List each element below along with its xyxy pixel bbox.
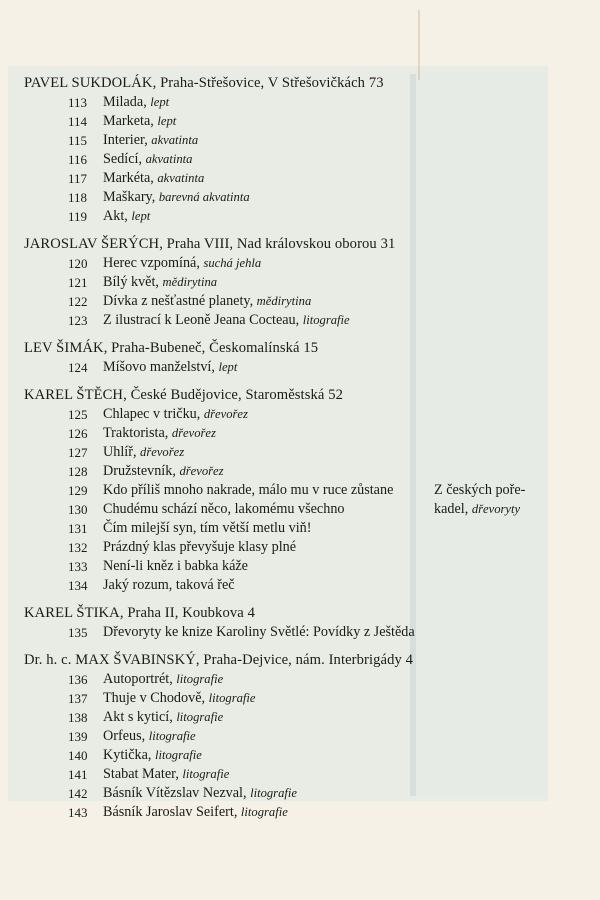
catalog-entry	[24, 311, 584, 330]
entry-number: 141	[68, 767, 88, 782]
series-note-line2	[434, 500, 520, 519]
catalog-entry	[24, 254, 584, 273]
entry-title-line	[103, 358, 237, 377]
entry-title-line	[103, 424, 216, 443]
entry-number: 123	[68, 313, 88, 328]
entry-number: 117	[68, 171, 88, 186]
separator: ,	[233, 804, 241, 820]
catalog-entry	[24, 150, 584, 169]
series-note-technique: dřevoryty	[471, 502, 521, 516]
entry-number: 116	[68, 152, 88, 167]
entry-title-line	[103, 689, 256, 708]
entry-number: 134	[68, 578, 88, 593]
entry-technique: litografie	[176, 710, 224, 724]
separator: ,	[201, 690, 209, 706]
separator: ,	[147, 747, 156, 763]
entry-title: Akt	[103, 208, 125, 224]
entry-number: 124	[68, 360, 88, 375]
entry-title: Kdo příliš mnoho nakrade, málo mu v ruce zůstane	[103, 482, 394, 498]
entry-title-line	[103, 746, 202, 765]
separator: ,	[295, 312, 303, 328]
entry-technique: dřevořez	[171, 426, 216, 440]
catalog-entry	[24, 727, 584, 746]
entry-title-line	[103, 131, 198, 150]
catalog-entry	[24, 670, 584, 689]
entry-title-line	[103, 557, 248, 576]
separator: ,	[150, 113, 158, 129]
catalog-entry	[24, 169, 584, 188]
artist-heading	[24, 74, 584, 93]
catalog-entry	[24, 188, 584, 207]
entry-title-line	[103, 623, 415, 642]
catalog-entry	[24, 803, 584, 822]
separator: ,	[151, 189, 159, 205]
entry-title: Thuje v Chodově	[103, 690, 202, 706]
catalog-entry	[24, 519, 584, 538]
entry-number: 142	[68, 786, 88, 801]
entry-title: Chudému schází něco, lakomému všechno	[103, 501, 345, 517]
entry-title: Akt s kyticí	[103, 709, 170, 725]
entry-title: Básník Jaroslav Seifert	[103, 804, 234, 820]
series-note-line1: Z českých poře-	[434, 482, 526, 498]
entry-title: Chlapec v tričku	[103, 406, 197, 422]
catalog-entry	[24, 93, 584, 112]
entry-technique: akvatinta	[151, 133, 199, 147]
separator: ,	[175, 766, 183, 782]
catalog-page	[24, 74, 584, 831]
entry-number: 127	[68, 445, 88, 460]
artist-section	[24, 651, 584, 822]
separator: ,	[196, 406, 204, 422]
entry-title-line	[103, 576, 235, 595]
entry-title-line	[103, 462, 224, 481]
artist-heading	[24, 651, 584, 670]
entry-technique: litografie	[240, 805, 288, 819]
entry-number: 125	[68, 407, 88, 422]
artist-address: , Praha II, Koubkova 4	[119, 605, 255, 621]
catalog-entry	[24, 689, 584, 708]
catalog-entry	[24, 500, 584, 519]
catalog-entry	[24, 538, 584, 557]
artist-address: , Praha-Střešovice, V Střešovičkách 73	[152, 75, 384, 91]
artist-address: , Praha-Bubeneč, Českomalínská 15	[103, 340, 319, 356]
entry-title: Prázdný klas převyšuje klasy plné	[103, 539, 297, 555]
catalog-entry	[24, 273, 584, 292]
artist-heading	[24, 386, 584, 405]
catalog-entry	[24, 576, 584, 595]
entry-title-line	[103, 112, 176, 131]
entry-title: Čím milejší syn, tím větší metlu viň!	[103, 520, 312, 536]
entry-title: Míšovo manželství	[103, 359, 212, 375]
catalog-entry	[24, 405, 584, 424]
entry-technique: litografie	[148, 729, 196, 743]
entry-title-line	[103, 784, 297, 803]
entry-number: 120	[68, 256, 88, 271]
artist-section	[24, 339, 584, 377]
entry-technique: lept	[157, 114, 177, 128]
catalog-entry	[24, 784, 584, 803]
entry-title: Markéta	[103, 170, 151, 186]
entry-title-line	[103, 169, 204, 188]
entry-title: Není-li kněz i babka káže	[103, 558, 248, 574]
entry-number: 114	[68, 114, 88, 129]
entry-number: 137	[68, 691, 88, 706]
entry-number: 140	[68, 748, 88, 763]
artist-name: Dr. h. c. MAX ŠVABINSKÝ	[24, 652, 196, 668]
entry-title-line	[103, 150, 192, 169]
catalog-entry	[24, 131, 584, 150]
entry-title-line	[103, 727, 196, 746]
entry-title-line	[103, 405, 248, 424]
entry-title-line	[103, 188, 250, 207]
entry-title-line	[103, 443, 184, 462]
separator: ,	[150, 170, 158, 186]
entry-technique: lept	[131, 209, 151, 223]
entry-technique: dřevořez	[179, 464, 224, 478]
separator: ,	[172, 463, 180, 479]
catalog-entry	[24, 623, 584, 642]
entry-technique: mědirytina	[256, 294, 312, 308]
entry-number: 136	[68, 672, 88, 687]
entry-title: Z ilustrací k Leoně Jeana Cocteau	[103, 312, 296, 328]
artist-address: , České Budějovice, Staroměstská 52	[123, 387, 344, 403]
entry-title-line	[103, 765, 229, 784]
catalog-entry	[24, 765, 584, 784]
entry-technique: akvatinta	[157, 171, 205, 185]
entry-title: Herec vzpomíná	[103, 255, 197, 271]
separator: ,	[138, 151, 146, 167]
entry-technique: litografie	[208, 691, 256, 705]
entry-number: 133	[68, 559, 88, 574]
entry-technique: suchá jehla	[203, 256, 262, 270]
entry-title-line	[103, 708, 223, 727]
entry-title: Traktorista	[103, 425, 165, 441]
artist-name: PAVEL SUKDOLÁK	[24, 75, 153, 91]
catalog-entry	[24, 557, 584, 576]
catalog-entry	[24, 207, 584, 226]
entry-title: Maškary	[103, 189, 152, 205]
separator: ,	[169, 709, 177, 725]
artist-address: , Praha VIII, Nad královskou oborou 31	[159, 236, 396, 252]
entry-title: Stabat Mater	[103, 766, 176, 782]
artist-name: KAREL ŠTĚCH	[24, 387, 124, 403]
separator: ,	[124, 208, 132, 224]
entry-title-line	[103, 803, 288, 822]
artist-section	[24, 235, 584, 330]
entry-title-line	[103, 254, 261, 273]
artist-heading	[24, 235, 584, 254]
separator: ,	[144, 132, 152, 148]
artist-address: , Praha-Dejvice, nám. Interbrigády 4	[195, 652, 414, 668]
entry-title: Jaký rozum, taková řeč	[103, 577, 235, 593]
separator: ,	[243, 785, 251, 801]
entry-number: 121	[68, 275, 88, 290]
catalog-entry	[24, 443, 584, 462]
entry-title-line	[103, 670, 223, 689]
entry-technique: dřevořez	[203, 407, 248, 421]
entry-title: Básník Vítězslav Nezval	[103, 785, 243, 801]
separator: ,	[155, 274, 163, 290]
separator: ,	[249, 293, 257, 309]
entry-title-line	[103, 207, 150, 226]
entry-number: 118	[68, 190, 88, 205]
entry-number: 113	[68, 95, 88, 110]
artist-section	[24, 74, 584, 226]
catalog-entry	[24, 358, 584, 377]
artist-name: LEV ŠIMÁK	[24, 340, 104, 356]
entry-technique: litografie	[250, 786, 297, 800]
separator: ,	[141, 728, 149, 744]
entry-title: Uhlíř	[103, 444, 133, 460]
separator: ,	[164, 425, 172, 441]
catalog-entry	[24, 708, 584, 727]
paper-crease	[418, 10, 420, 80]
entry-technique: mědirytina	[162, 275, 218, 289]
entry-title-line	[103, 538, 296, 557]
separator: ,	[143, 94, 151, 110]
catalog-entry	[24, 112, 584, 131]
artist-heading	[24, 604, 584, 623]
entry-title: Interier	[103, 132, 145, 148]
entry-title: Družstevník	[103, 463, 173, 479]
entry-number: 130	[68, 502, 88, 517]
entry-number: 128	[68, 464, 88, 479]
entry-title: Dívka z nešťastné planety	[103, 293, 250, 309]
catalog-entry	[24, 462, 584, 481]
entry-title-line	[103, 500, 345, 519]
entry-title-line	[103, 481, 393, 500]
entry-number: 131	[68, 521, 88, 536]
entry-technique: akvatinta	[145, 152, 193, 166]
catalog-entry	[24, 481, 584, 500]
entry-technique: barevná akvatinta	[158, 190, 250, 204]
entry-technique: dřevořez	[140, 445, 185, 459]
series-note-text: kadel,	[434, 501, 472, 517]
entry-number: 138	[68, 710, 88, 725]
entry-number: 132	[68, 540, 88, 555]
entry-title-line	[103, 519, 311, 538]
entry-technique: lept	[150, 95, 170, 109]
entry-title: Bílý květ	[103, 274, 156, 290]
entry-number: 129	[68, 483, 88, 498]
separator: ,	[132, 444, 141, 460]
entry-number: 122	[68, 294, 88, 309]
entry-title: Sedící	[103, 151, 139, 167]
entry-technique: lept	[218, 360, 238, 374]
artist-section	[24, 604, 584, 642]
separator: ,	[169, 671, 177, 687]
artist-name: JAROSLAV ŠERÝCH	[24, 236, 160, 252]
separator: ,	[211, 359, 219, 375]
artist-heading	[24, 339, 584, 358]
catalog-entry	[24, 424, 584, 443]
entry-number: 139	[68, 729, 88, 744]
entry-title: Orfeus	[103, 728, 142, 744]
entry-title: Kytička	[103, 747, 148, 763]
entry-number: 143	[68, 805, 88, 820]
entry-technique: litografie	[182, 767, 230, 781]
entry-title-line	[103, 93, 169, 112]
entry-number: 126	[68, 426, 88, 441]
entry-title-line	[103, 292, 311, 311]
entry-number: 135	[68, 625, 88, 640]
entry-title: Marketa	[103, 113, 151, 129]
entry-title-line	[103, 273, 217, 292]
separator: ,	[196, 255, 204, 271]
entry-title: Autoportrét	[103, 671, 170, 687]
entry-technique: litografie	[176, 672, 224, 686]
artist-name: KAREL ŠTIKA	[24, 605, 120, 621]
entry-technique: litografie	[155, 748, 202, 762]
entry-number: 115	[68, 133, 88, 148]
catalog-entry	[24, 746, 584, 765]
artist-section	[24, 386, 584, 595]
entry-title: Dřevoryty ke knize Karoliny Světlé: Povídky z Ještěda	[103, 624, 415, 640]
entry-technique: litografie	[302, 313, 350, 327]
entry-number: 119	[68, 209, 88, 224]
entry-title: Milada	[103, 94, 144, 110]
catalog-entry	[24, 292, 584, 311]
entry-title-line	[103, 311, 350, 330]
